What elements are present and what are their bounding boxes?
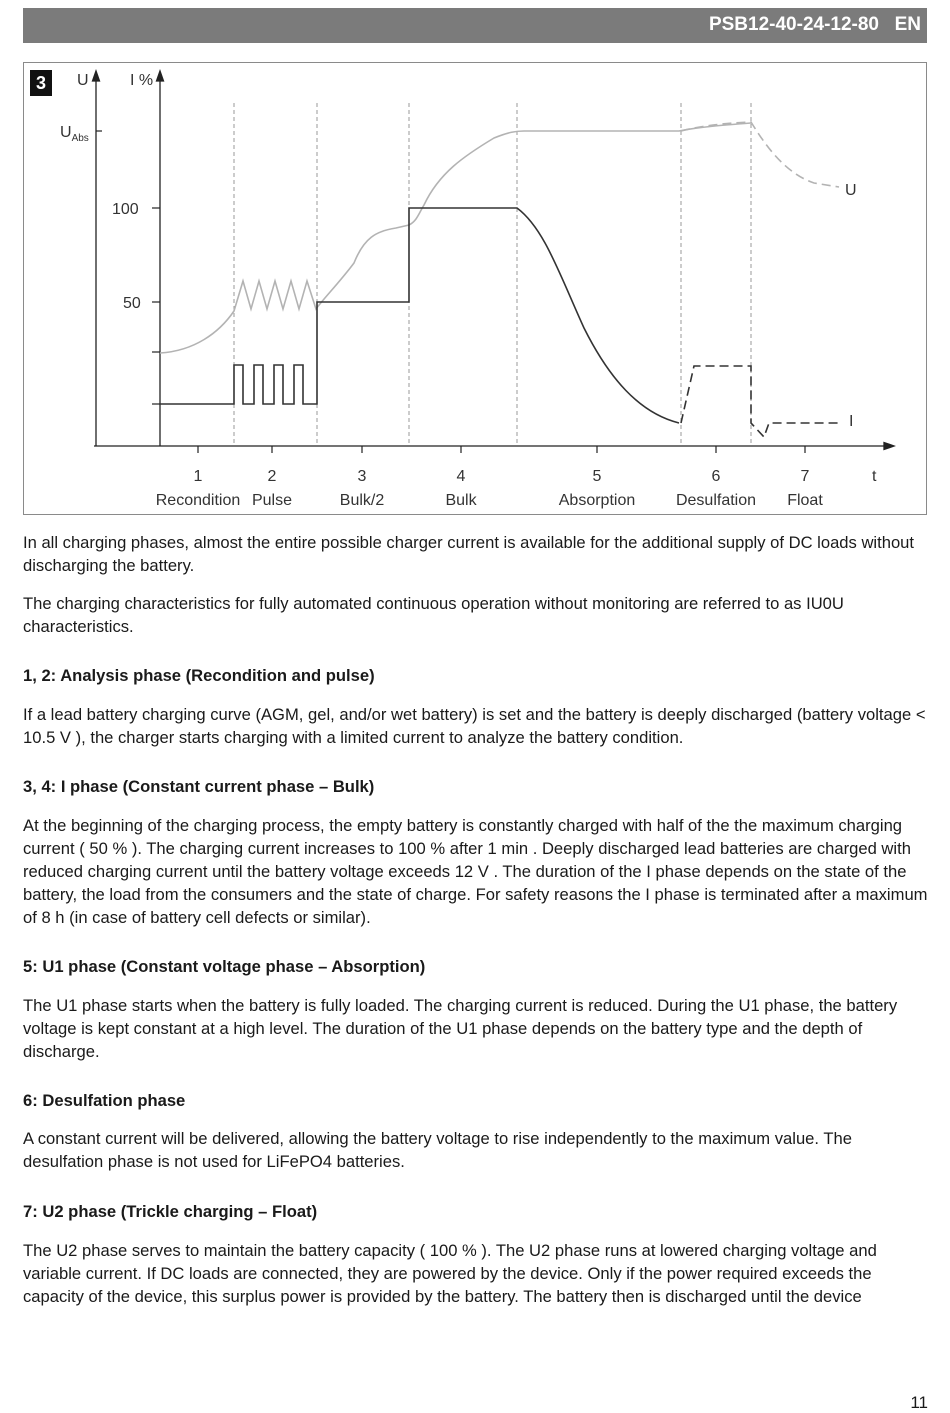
section-body-i-phase: At the beginning of the charging process, the empty battery is constantly charged with half of the the maximum charging current ( 50 % ). The charging current increases to 100 % after 1 min . Deeply discharged lead batteries are charged with reduced charging current until the battery voltage exceeds 12 V . The duration of the I phase depends on the state of the battery, the load from the consumers and the state of charge. For safety reasons the I phase is terminated after a maximum of 8 h (in case of battery cell defects or similar). bbox=[23, 816, 928, 927]
section-body-desulfation: A constant current will be delivered, allowing the battery voltage to rise independently to the maximum value. The desulfation phase is not used for LiFePO4 batteries. bbox=[23, 1129, 852, 1171]
i-axis-arrow bbox=[157, 71, 164, 81]
phase-name-6: Desulfation bbox=[675, 492, 757, 509]
phase-name-7: Float bbox=[787, 492, 823, 509]
section-heading-analysis: 1, 2: Analysis phase (Recondition and pulse) bbox=[23, 666, 375, 685]
section-heading-i-phase: 3, 4: I phase (Constant current phase – Bulk) bbox=[23, 777, 375, 796]
phase-separators bbox=[234, 103, 751, 445]
section-body-analysis: If a lead battery charging curve (AGM, gel, and/or wet battery) is set and the battery is deeply discharged (battery voltage < 10.5 V ), the charger starts charging with a limited current to analyze the battery condition. bbox=[23, 705, 926, 747]
phase-name-3: Bulk/2 bbox=[339, 492, 385, 509]
section-heading-desulfation: 6: Desulfation phase bbox=[23, 1091, 186, 1110]
phase-name-2: Pulse bbox=[251, 492, 293, 509]
tick-label-100: 100 bbox=[112, 201, 139, 218]
phase-number-2: 2 bbox=[267, 468, 277, 485]
u-axis-label: U bbox=[77, 72, 89, 89]
intro-paragraph-2: The charging characteristics for fully automated continuous operation without monitoring are referred to as IU0U characteristics. bbox=[23, 594, 844, 636]
figure-number: 3 bbox=[30, 70, 52, 96]
time-axis-arrow bbox=[884, 443, 894, 450]
i-axis-label: I % bbox=[130, 72, 154, 89]
voltage-curve-float bbox=[681, 122, 839, 187]
model-name: PSB12-40-24-12-80 bbox=[708, 14, 879, 35]
phase-number-6: 6 bbox=[711, 468, 721, 485]
phase-labels bbox=[156, 468, 824, 509]
charging-curve-diagram bbox=[24, 63, 928, 516]
intro-paragraph-1: In all charging phases, almost the entire possible charger current is available for the additional supply of DC loads without discharging the battery. bbox=[23, 533, 915, 575]
phase-number-5: 5 bbox=[592, 468, 602, 485]
header-bar bbox=[23, 8, 927, 43]
voltage-curve bbox=[160, 123, 751, 353]
u-axis-arrow bbox=[93, 71, 100, 81]
voltage-curve-label: U bbox=[845, 182, 857, 199]
phase-name-1: Recondition bbox=[155, 492, 241, 509]
phase-number-3: 3 bbox=[357, 468, 367, 485]
section-body-u1-phase: The U1 phase starts when the battery is fully loaded. The charging current is reduced. During the U1 phase, the battery voltage is kept constant at a high level. The duration of the U1 phase depends on the battery type and the depth of discharge. bbox=[23, 996, 898, 1061]
current-curve-label: I bbox=[849, 413, 854, 430]
current-curve bbox=[160, 208, 679, 423]
section-heading-u2-phase: 7: U2 phase (Trickle charging – Float) bbox=[23, 1202, 318, 1221]
tick-label-50: 50 bbox=[123, 295, 141, 312]
phase-name-5: Absorption bbox=[558, 492, 636, 509]
section-body-u2-phase: The U2 phase serves to maintain the battery capacity ( 100 % ). The U2 phase runs at lowered charging voltage and variable current. If DC loads are connected, they are powered by the device. Only if the power required exceeds the capacity of the device, this surplus power is provided by the battery. The battery then is discharged until the device bbox=[23, 1241, 877, 1306]
current-curve-desulfation bbox=[681, 366, 839, 437]
section-heading-u1-phase: 5: U1 phase (Constant voltage phase – Absorption) bbox=[23, 957, 426, 976]
phase-number-7: 7 bbox=[800, 468, 810, 485]
phase-number-4: 4 bbox=[456, 468, 466, 485]
charging-curve-figure bbox=[23, 62, 927, 515]
u-abs-label: $U_{Abs}$ bbox=[60, 124, 89, 144]
phase-number-1: 1 bbox=[193, 468, 203, 485]
language-code: EN bbox=[894, 14, 921, 35]
page-number: 11 bbox=[910, 1393, 928, 1412]
time-axis-label: t bbox=[872, 468, 877, 485]
phase-name-4: Bulk bbox=[445, 492, 477, 509]
